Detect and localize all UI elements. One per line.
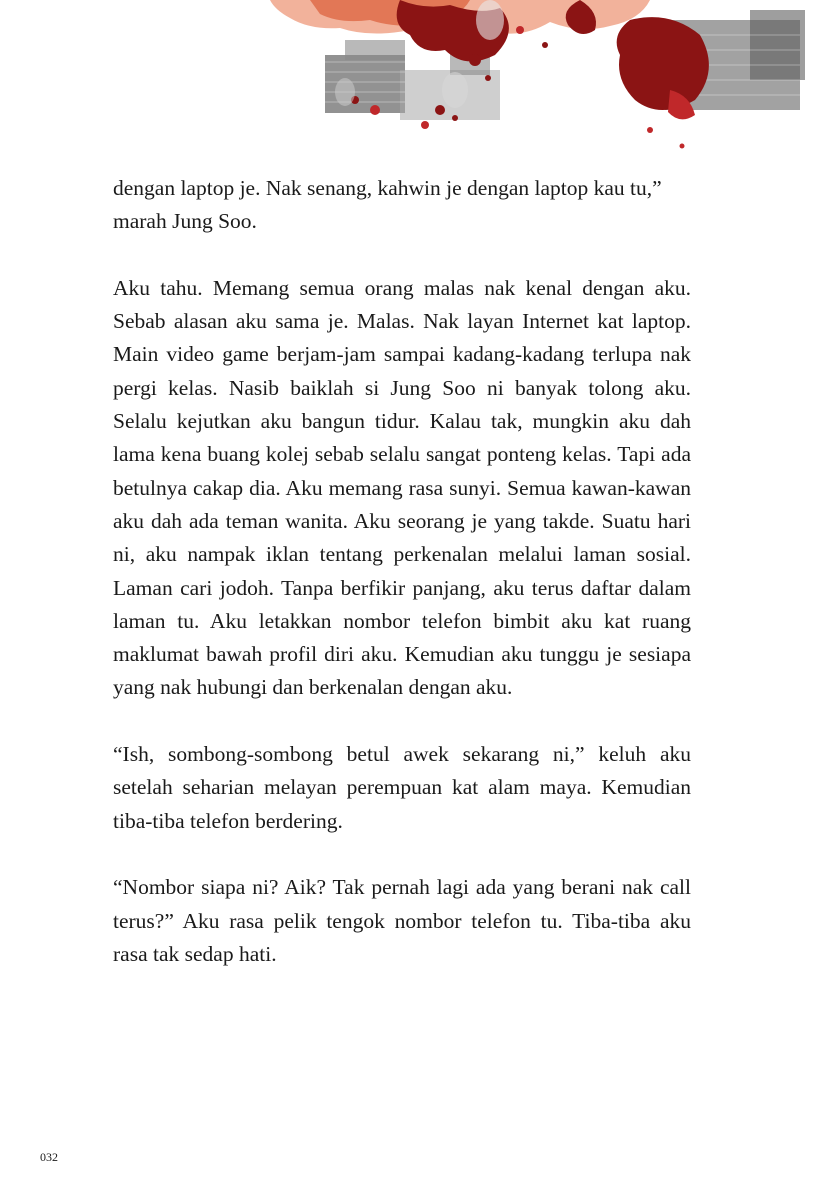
paragraph-3: “Ish, sombong-sombong betul awek sekarang ni,” keluh aku setelah seharian melayan perempuan kat alam maya. Kemudian tiba-tiba telefon berdering. — [113, 742, 691, 833]
paragraph-1: dengan laptop je. Nak senang, kahwin je dengan laptop kau tu,” marah Jung Soo. — [113, 176, 662, 234]
paragraph-2: Aku tahu. Memang semua orang malas nak kenal dengan aku. Sebab alasan aku sama je. Malas. Nak layan Internet kat laptop. Main video game berjam-jam sampai kadang-kadang terlupa nak pergi kelas. Nasib baiklah si Jung Soo ni banyak tolong aku. Selalu kejutkan aku bangun tidur. Kalau tak, mungkin aku dah lama kena buang kolej sebab selalu sangat ponteng kelas. Tapi ada betulnya cakap dia. Aku memang rasa sunyi. Semua kawan-kawan aku dah ada teman wanita. Aku seorang je yang takde. Suatu hari ni, aku nampak iklan tentang perkenalan melalui laman sosial. Laman cari jodoh. Tanpa berfikir panjang, aku terus daftar dalam laman tu. Aku letakkan nombor telefon bimbit aku kat ruang maklumat bawah profil diri aku. Kemudian aku tunggu je sesiapa yang nak hubungi dan berkenalan dengan aku. — [113, 275, 691, 700]
story-text — [113, 172, 691, 1004]
page-number: 032 — [40, 1150, 58, 1164]
paint-splatter-art — [250, 0, 827, 160]
paragraph-4: “Nombor siapa ni? Aik? Tak pernah lagi ada yang berani nak call terus?” Aku rasa pelik tengok nombor telefon tu. Tiba-tiba aku rasa tak sedap hati. — [113, 875, 691, 966]
